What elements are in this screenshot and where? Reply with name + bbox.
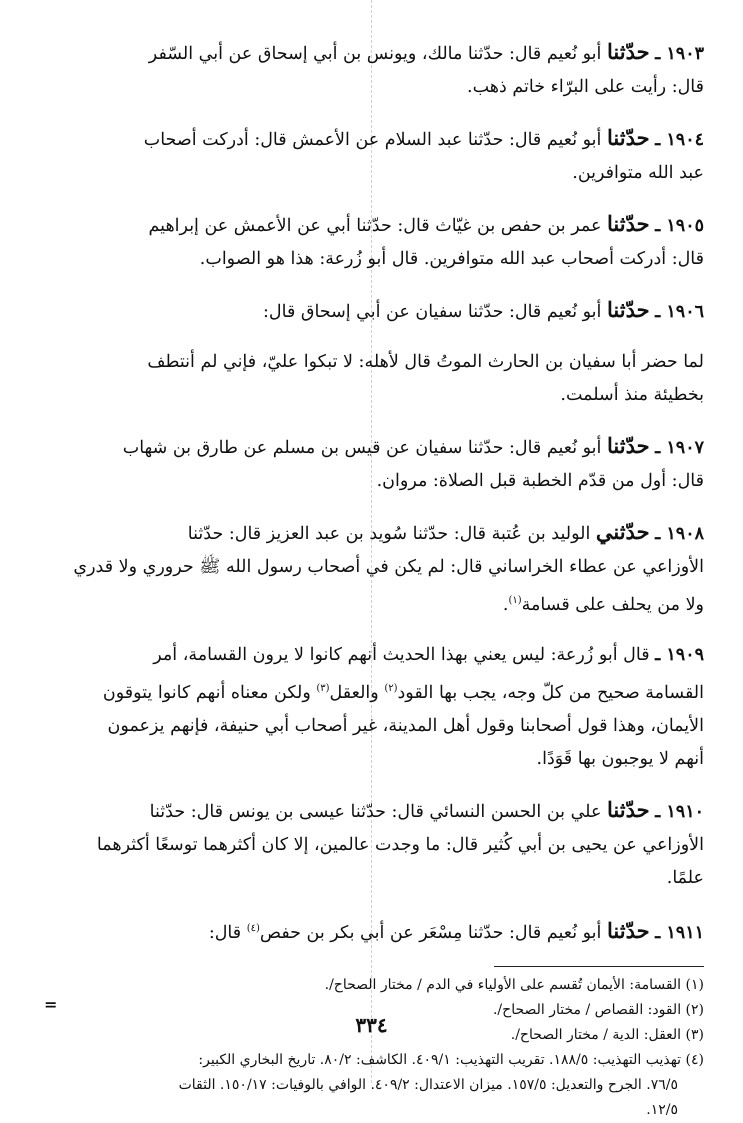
text-segment: الأوزاعي عن يحيى بن أبي كُثير قال: ما وجدت عالمين، إلا كان أكثرهما توسعًا أكثرهما [96,834,704,855]
hadith-paragraph [42,346,704,412]
footnote: (٣) العقل: الدية / مختار الصحاح/. [510,1027,704,1044]
footnote: (٢) القود: القصاص / مختار الصحاح/. [492,1002,704,1019]
text-segment: الأيمان، وهذا قول أصحابنا وقول أهل المدينة، غير أصحاب أبي حنيفة، فإنهم يزعمون [107,715,704,736]
hadith-paragraph [42,912,704,950]
text-segment: لما حضر أبا سفيان بن الحارث الموتُ قال لأهله: لا تبكوا عليّ، فإني لم أنتطف [147,352,704,372]
footnote-ref: (٤) [246,922,260,934]
hadith-paragraph [42,793,704,895]
text-segment: ولكن معناه أنهم كانوا يتوقون [102,682,317,703]
narration-keyword: حدّثنا [606,125,650,150]
main-text [42,35,704,949]
text-segment: قال: أدركت أصحاب عبد الله متوافرين. قال أبو زُرعة: هذا هو الصواب. [199,249,704,269]
text-segment: الأوزاعي عن عطاء الخراساني قال: لم يكن في أصحاب رسول الله ﷺ حروري ولا قدري [73,557,704,577]
hadith-paragraph [42,293,704,329]
narration-keyword: حدّثنا [606,796,650,822]
footnote-ref: (١) [508,595,522,606]
hadith-number: ١٩٠٩ ـ [655,644,704,665]
text-segment: قال: [208,922,247,943]
footnote-ref: (٢) [384,682,398,694]
hadith-number: ١٩٠٤ ـ [655,130,704,150]
text-segment: ولا من يحلف على قسامة [521,594,704,615]
text-segment: أبو نُعيم قال: حدّثنا مِسْعَر عن أبي بكر بن حفص [259,922,607,943]
hadith-number: ١٩٠٨ ـ [655,524,704,544]
narration-keyword: حدّثني [595,519,650,544]
footnote-ref: (٣) [316,682,330,694]
hadith-number: ١٩١١ ـ [655,922,704,943]
footnote-continuation: ٧٦/٥. الجرح والتعديل: ١٥٧/٥. ميزان الاعتدال: ٤٠٩/٢. الوافي بالوفيات: ١٥٠/١٧. الثقات [178,1077,678,1094]
text-segment: القسامة صحيح من كلّ وجه، يجب بها القود [397,682,704,703]
narration-keyword: حدّثنا [606,433,650,458]
text-segment: . [502,594,509,615]
hadith-paragraph [42,35,704,104]
footnote-separator [494,966,704,967]
text-segment: أبو نُعيم قال: حدّثنا سفيان عن قيس بن مسلم عن طارق بن شهاب [122,438,607,458]
text-segment: أبو نُعيم قال: حدّثنا مالك، ويونس بن أبي إسحاق عن أبي السّفر [148,44,607,64]
text-segment: قال أبو زُرعة: ليس يعني بهذا الحديث أنهم كانوا لا يرون القسامة، أمر [153,644,656,665]
continuation-mark: = [44,995,58,1014]
page-body [42,35,704,1123]
text-segment: الوليد بن عُتبة قال: حدّثنا سُويد بن عبد العزيز قال: حدّثنا [187,524,596,544]
text-segment: قال: رأيت على البرّاء خاتم ذهب. [467,77,704,97]
text-segment: أبو نُعيم قال: حدّثنا عبد السلام عن الأعمش قال: أدركت أصحاب [143,130,607,150]
hadith-paragraph [42,207,704,276]
narration-keyword: حدّثنا [606,39,650,64]
hadith-paragraph [42,429,704,498]
footnote: (١) القسامة: الأيمان تُقسم على الأولياء في الدم / مختار الصحاح/. [324,977,704,994]
hadith-paragraph [42,515,704,622]
text-segment: عمر بن حفص بن غيّاث قال: حدّثنا أبي عن الأعمش عن إبراهيم [148,216,607,236]
hadith-number: ١٩١٠ ـ [655,801,704,822]
text-segment: عبد الله متوافرين. [572,163,704,183]
hadith-number: ١٩٠٦ ـ [655,302,704,322]
text-segment: علمًا. [666,867,704,888]
narration-keyword: حدّثنا [606,211,650,236]
text-segment: أبو نُعيم قال: حدّثنا سفيان عن أبي إسحاق قال: [263,302,607,322]
hadith-number: ١٩٠٥ ـ [655,216,704,236]
text-segment: قال: أول من قدّم الخطبة قبل الصلاة: مروان. [376,471,704,491]
text-segment: أنهم لا يوجبون بها قَوَدًا. [536,748,704,769]
narration-keyword: حدّثنا [606,917,650,943]
hadith-number: ١٩٠٧ ـ [655,438,704,458]
footnote: (٤) تهذيب التهذيب: ١٨٨/٥. تقريب التهذيب: ٤٠٩/١. الكاشف: ٨٠/٢. تاريخ البخاري الكبير: [198,1052,704,1069]
footnote-continuation: ١٢/٥. [646,1102,678,1119]
hadith-paragraph [42,121,704,190]
page-number: ٣٣٤ [355,1013,388,1037]
hadith-paragraph [42,639,704,776]
narration-keyword: حدّثنا [606,297,650,322]
footnotes [42,973,704,1123]
text-segment: علي بن الحسن النسائي قال: حدّثنا عيسى بن يونس قال: حدّثنا [149,801,607,822]
hadith-number: ١٩٠٣ ـ [655,44,704,64]
text-segment: والعقل [329,682,385,703]
text-segment: بخطيئة منذ أسلمت. [560,385,704,405]
